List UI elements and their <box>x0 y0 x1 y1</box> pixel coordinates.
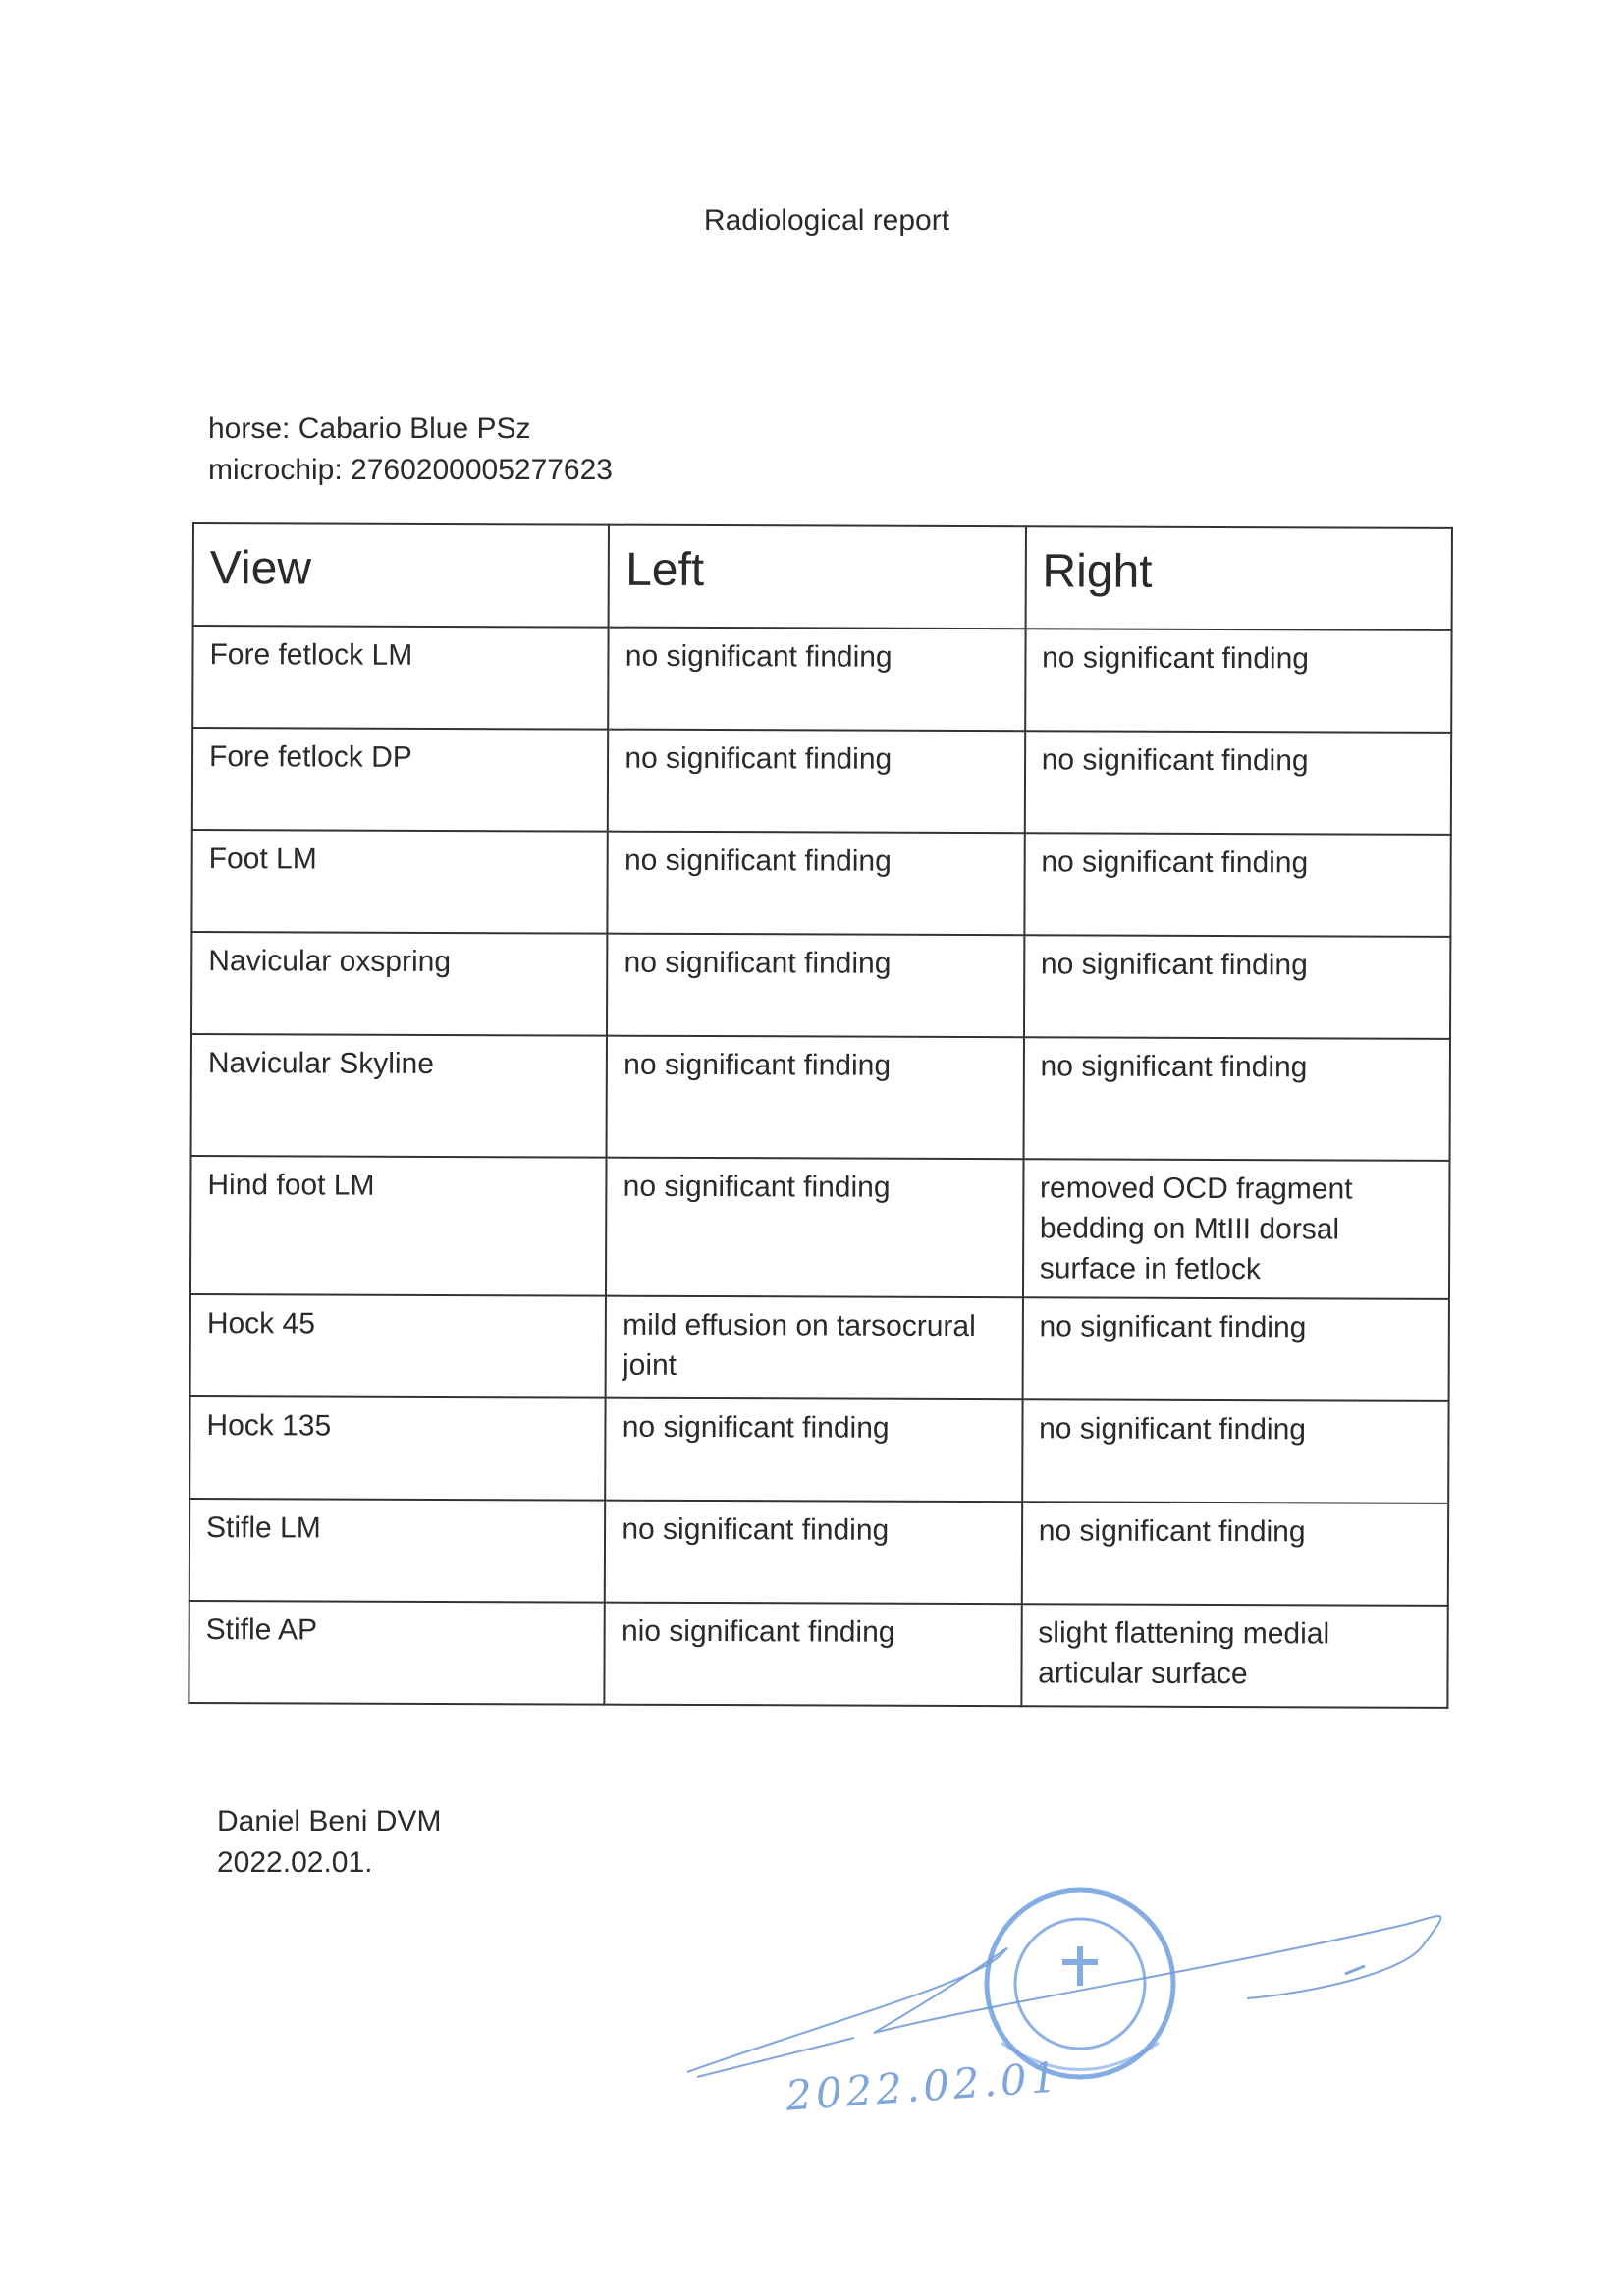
left-cell: nio significant finding <box>605 1603 1022 1707</box>
handwritten-date: 2022.02.01 <box>784 2052 1062 2120</box>
left-cell: no significant finding <box>605 1398 1022 1503</box>
right-cell: slight flattening medial articular surface <box>1021 1604 1448 1708</box>
signer-name: Daniel Beni DVM <box>217 1805 442 1837</box>
table-row <box>192 728 1451 835</box>
header-left: Left <box>609 525 1026 629</box>
microchip-line: microchip: 276020000527762​3 <box>208 454 613 486</box>
table-row <box>192 626 1451 733</box>
left-cell: mild effusion on tarsocrural joint <box>606 1296 1023 1400</box>
table-row <box>189 1499 1448 1606</box>
right-cell: no significant finding <box>1024 833 1451 937</box>
right-cell: no significant finding <box>1024 935 1451 1039</box>
table-row <box>190 1294 1449 1401</box>
view-cell: Hock 45 <box>190 1294 607 1398</box>
table-row <box>191 830 1450 937</box>
right-cell: no significant finding <box>1023 1037 1450 1161</box>
table-row <box>189 1601 1447 1708</box>
table-row <box>189 1396 1448 1503</box>
right-cell: no significant finding <box>1025 629 1452 733</box>
right-cell: no significant finding <box>1021 1502 1448 1606</box>
view-cell: Stifle AP <box>189 1601 605 1705</box>
table-row <box>191 932 1450 1039</box>
right-cell: removed OCD fragment bedding on MtIII dorsal surface in fetlock <box>1023 1159 1450 1299</box>
signature-block <box>217 1801 441 1884</box>
horse-info <box>208 409 613 491</box>
table-row <box>191 1034 1450 1161</box>
view-cell: Navicular oxspring <box>191 932 608 1036</box>
left-cell: no significant finding <box>605 1501 1022 1605</box>
document-title: Radiological report <box>703 204 950 237</box>
horse-name-line: horse: Cabario Blue PSz <box>208 412 531 445</box>
header-view: View <box>193 523 610 628</box>
table-header-row <box>193 523 1452 630</box>
view-cell: Hind foot LM <box>190 1156 607 1296</box>
left-cell: no significant finding <box>607 1036 1024 1160</box>
findings-table <box>188 522 1453 1709</box>
left-cell: no significant finding <box>608 832 1025 936</box>
left-cell: no significant finding <box>609 628 1026 732</box>
left-cell: no significant finding <box>606 1158 1023 1298</box>
header-right: Right <box>1025 526 1452 630</box>
view-cell: Foot LM <box>191 830 608 934</box>
right-cell: no significant finding <box>1024 731 1451 835</box>
view-cell: Navicular Skyline <box>191 1034 608 1158</box>
view-cell: Hock 135 <box>189 1396 606 1501</box>
signature-date: 2022.02.01. <box>217 1846 373 1879</box>
right-cell: no significant finding <box>1022 1297 1449 1401</box>
view-cell: Fore fetlock LM <box>192 626 609 730</box>
left-cell: no significant finding <box>608 730 1025 834</box>
right-cell: no significant finding <box>1022 1399 1449 1503</box>
view-cell: Stifle LM <box>189 1499 606 1603</box>
view-cell: Fore fetlock DP <box>192 728 609 832</box>
seal-stamp-icon <box>987 1890 1173 2077</box>
left-cell: no significant finding <box>607 934 1024 1038</box>
table-row <box>190 1156 1450 1299</box>
